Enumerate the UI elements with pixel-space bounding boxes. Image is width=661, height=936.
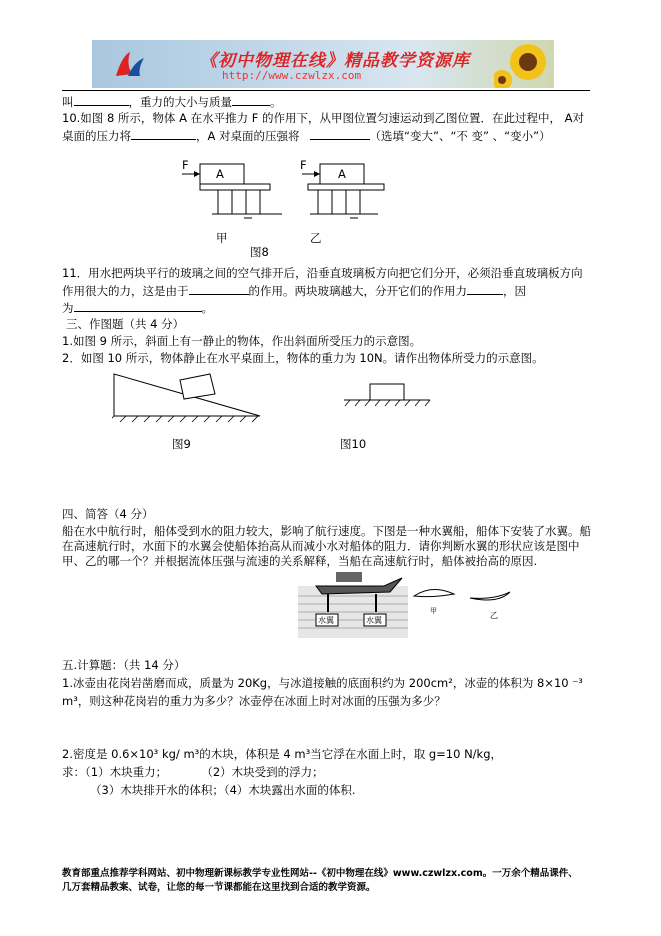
sunflower-image	[494, 40, 554, 88]
q2-part-2: （2）木块受到的浮力；	[207, 765, 324, 779]
shape-jia-label: 甲	[430, 607, 437, 615]
q11-line1: 11．用水把两块平行的玻璃之间的空气排开后，沿垂直玻璃板方向把它们分开，必须沿垂直玻璃板方向	[62, 266, 583, 280]
section-4-line-2: 在高速航行时，水面下的水翼会使船体抬高从而减小水对船体的阻力．请你判断水翼的形状应该是图中	[62, 539, 580, 553]
q11-text-d: 为	[62, 301, 74, 315]
header-rule	[62, 90, 590, 91]
q11-text-a: 作用很大的力，这是由于	[62, 284, 189, 298]
q10-text-b: ，A 对桌面的压强将	[196, 129, 300, 143]
figure-10-caption: 图10	[340, 437, 367, 451]
section-5-q2-line-1: 2.密度是 0.6×10³ kg/ m³的木块，体积是 4 m³当它浮在水面上时，取 g=10 N/kg，	[62, 747, 503, 761]
q2-part-1: 求：（1）木块重力；	[62, 765, 168, 779]
label-A-yi: A	[338, 167, 346, 181]
footer-line-2: 几万套精品教案、试卷，让您的每一节课都能在这里找到合适的教学资源。	[62, 882, 376, 893]
answer-blank[interactable]	[232, 94, 270, 106]
q11-line3	[62, 300, 213, 315]
label-jia: 甲	[216, 231, 228, 245]
label-F-jia: F	[182, 158, 189, 172]
header-banner	[92, 40, 554, 88]
answer-blank[interactable]	[467, 283, 503, 295]
label-F-yi: F	[300, 158, 307, 172]
section-3-item-1: 1.如图 9 所示，斜面上有一静止的物体，作出斜面所受压力的示意图。	[62, 334, 422, 348]
figure-8-caption: 图8	[250, 245, 269, 259]
q10-line2	[62, 128, 551, 143]
figure-9	[112, 366, 272, 456]
section-4-heading: 四、简答（4 分）	[62, 507, 154, 521]
figure-9-caption: 图9	[172, 437, 191, 451]
q9-middle: ，重力的大小与质量	[128, 95, 232, 109]
answer-blank[interactable]	[74, 94, 129, 106]
q11-text-c: ，因	[503, 284, 526, 298]
section-5-q2-line-2	[62, 765, 324, 779]
q9-prefix: 叫	[62, 95, 74, 109]
q9-suffix: 。	[270, 95, 282, 109]
banner-title: 《初中物理在线》精品教学资源库	[200, 51, 470, 71]
q11-text-b: 的作用。两块玻璃越大，分开它们的作用力	[248, 284, 467, 298]
shape-yi-label: 乙	[490, 611, 498, 620]
hydrofoil-figure	[298, 572, 538, 638]
q10-text-c: （选填“变大”、“不 变” 、“变小”）	[369, 129, 551, 143]
figure-8	[178, 158, 398, 258]
section-5-q2-line-3: （3）木块排开水的体积；（4）木块露出水面的体积.	[90, 783, 356, 797]
q11-line2	[62, 283, 526, 298]
section-4-line-3: 甲、乙的哪一个？并根据流体压强与流速的关系解释，当船在高速航行时，船体被抬高的原因.	[62, 554, 538, 568]
section-5-heading: 五.计算题：（共 14 分）	[62, 658, 186, 672]
answer-blank[interactable]	[74, 300, 202, 312]
logo-icon	[112, 48, 148, 80]
section-3-heading: 三、作图题（共 4 分）	[66, 317, 185, 331]
label-yi: 乙	[310, 231, 322, 245]
section-5-q1-line-2: m³，则这种花岗岩的重力为多少？冰壶停在冰面上时对冰面的压强为多少？	[62, 694, 446, 708]
hydrofoil-label-left: 水翼	[318, 616, 334, 625]
section-4-line-1: 船在水中航行时，船体受到水的阻力较大，影响了航行速度。下图是一种水翼船，船体下安装了水翼。船	[62, 524, 591, 538]
figure-10	[340, 382, 440, 456]
q10-text-a: 桌面的压力将	[62, 129, 131, 143]
label-A-jia: A	[216, 167, 224, 181]
section-5-q1-line-1: 1.冰壶由花岗岩凿磨而成，质量为 20Kg，与冰道接触的底面积约为 200cm²，冰壶的体积为 8×10 ⁻³	[62, 676, 583, 690]
q10-line1: 10.如图 8 所示，物体 A 在水平推力 F 的作用下，从甲图位置匀速运动到乙图位置．在此过程中， A对	[62, 111, 585, 125]
banner-url: http://www.czwlzx.com	[222, 69, 362, 82]
answer-blank[interactable]	[189, 283, 249, 295]
answer-blank[interactable]	[131, 128, 196, 140]
q9-tail	[62, 94, 282, 109]
footer-line-1: 教育部重点推荐学科网站、初中物理新课标教学专业性网站--《初中物理在线》www.czwlzx.com。一万余个精品课件、	[62, 868, 578, 879]
q11-text-e: 。	[201, 301, 213, 315]
answer-blank[interactable]	[310, 128, 370, 140]
hydrofoil-label-right: 水翼	[366, 616, 382, 625]
section-3-item-2: 2．如图 10 所示，物体静止在水平桌面上，物体的重力为 10N。请作出物体所受力的示意图。	[62, 351, 544, 365]
